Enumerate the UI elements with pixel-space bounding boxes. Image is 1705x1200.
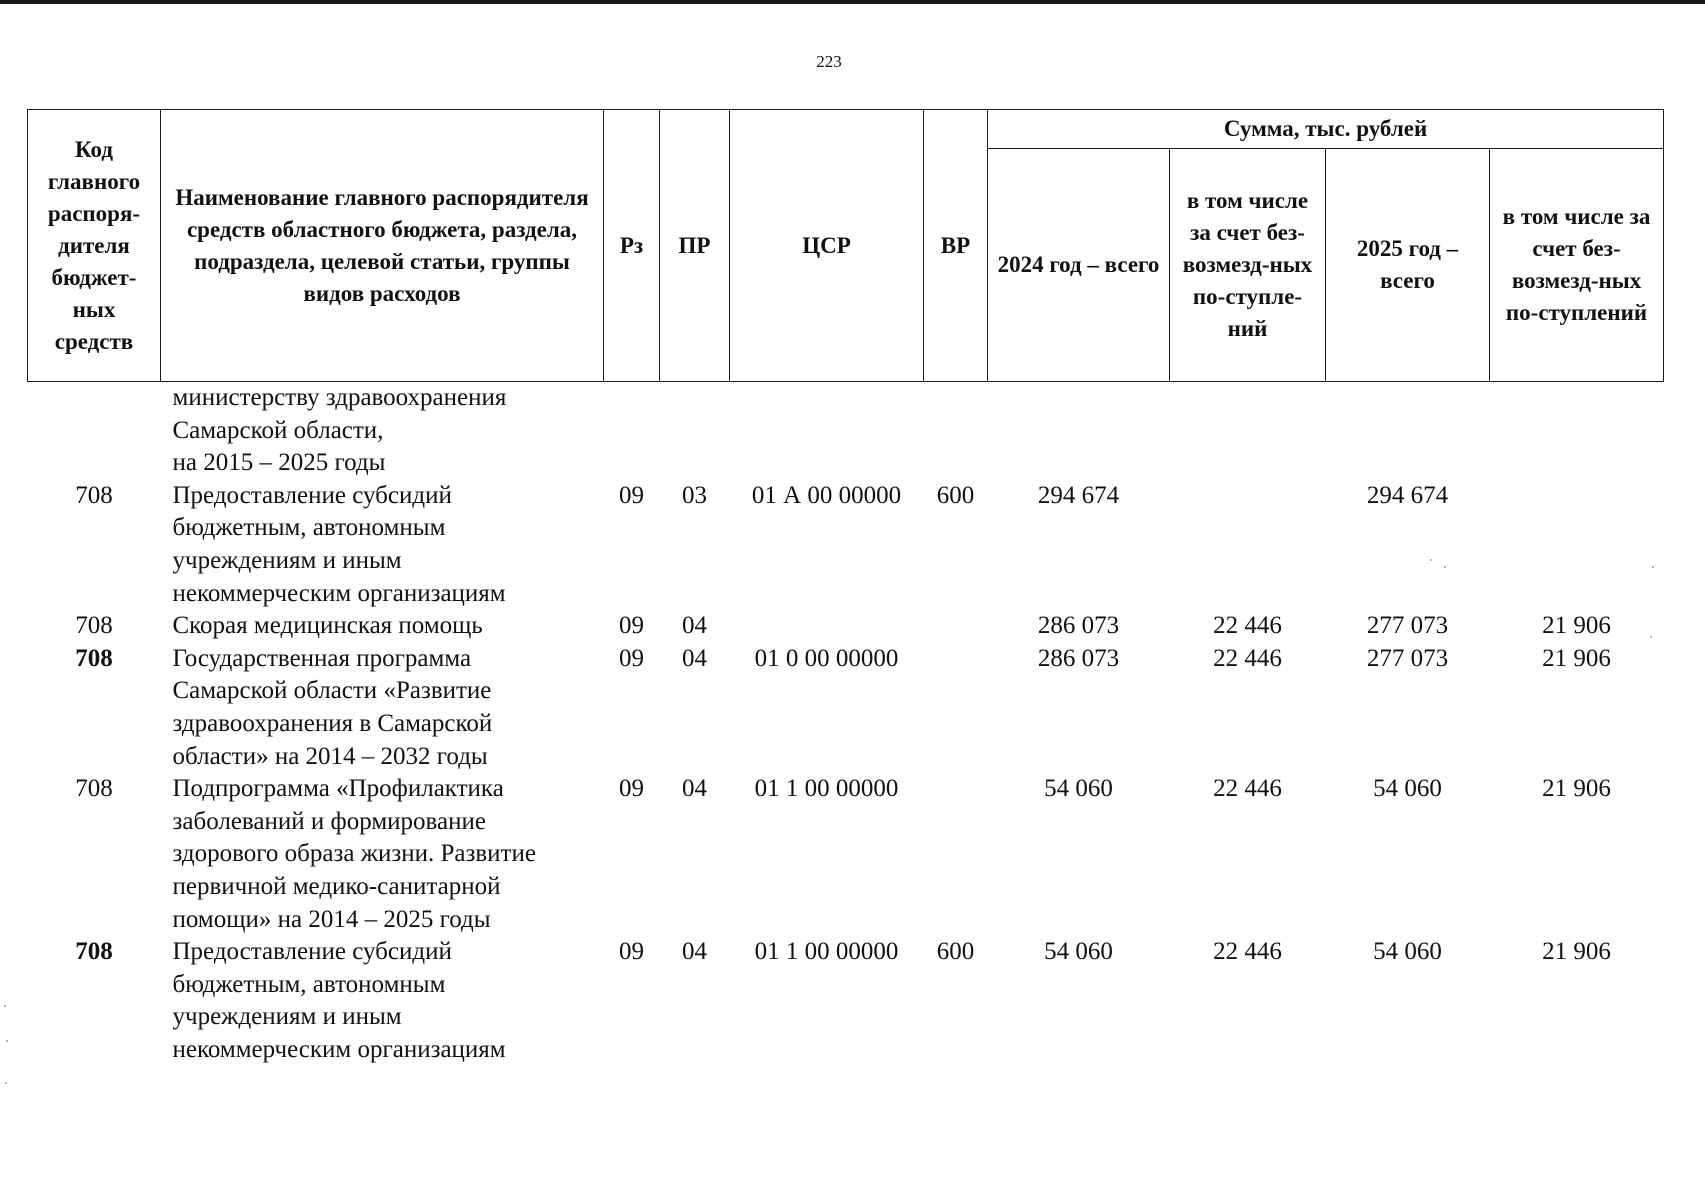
page-number: 223 xyxy=(816,52,842,71)
cell-2024-total xyxy=(988,382,1170,480)
cell-csr xyxy=(730,382,924,480)
cell-2024-total: 286 073 xyxy=(1037,612,1120,640)
budget-table xyxy=(27,109,1664,1066)
cell-2024-gratuitous: 22 446 xyxy=(1213,775,1282,803)
header-code: Код главного распоря-дителя бюджет-ных средств xyxy=(28,110,161,382)
scan-speck xyxy=(5,1082,7,1084)
cell-vr xyxy=(924,643,988,773)
cell-pr: 04 xyxy=(682,644,707,672)
scan-speck xyxy=(4,1005,6,1007)
cell-vr xyxy=(924,773,988,936)
header-csr: ЦСР xyxy=(730,110,924,382)
header-2024-total: 2024 год – всего xyxy=(988,149,1170,382)
header-2024-gratuitous: в том числе за счет без-возмезд-ных по-ступле-ний xyxy=(1170,149,1326,382)
table-row xyxy=(28,773,1664,936)
cell-name: Государственная программа Самарской области «Развитие здравоохранения в Самарской области» на 2014 – 2032 годы xyxy=(172,644,493,770)
cell-2024-gratuitous xyxy=(1170,382,1326,480)
scan-speck xyxy=(1652,566,1654,568)
scan-speck xyxy=(1650,636,1652,638)
cell-name: Предоставление субсидий бюджетным, автономным учреждениям и иным некоммерческим организациям xyxy=(172,481,506,607)
cell-code: 708 xyxy=(75,644,113,672)
cell-csr: 01 1 00 00000 xyxy=(754,775,899,803)
cell-rz: 09 xyxy=(619,938,644,966)
header-vr: ВР xyxy=(924,110,988,382)
table-body xyxy=(28,382,1664,1067)
cell-name: Подпрограмма «Профилактика заболеваний и формирование здорового образа жизни. Развитие первичной медико-санитарной помощи» на 2014 – 2025 годы xyxy=(172,775,536,933)
header-rz: Рз xyxy=(604,110,660,382)
cell-pr: 04 xyxy=(682,938,707,966)
cell-2024-gratuitous xyxy=(1170,480,1326,610)
cell-vr: 600 xyxy=(936,938,975,966)
cell-vr xyxy=(924,382,988,480)
scan-speck xyxy=(6,1040,8,1042)
cell-2025-total: 54 060 xyxy=(1373,775,1442,803)
cell-2025-total: 277 073 xyxy=(1366,612,1449,640)
cell-code: 708 xyxy=(75,481,113,509)
cell-code: 708 xyxy=(75,612,113,640)
cell-2024-total: 294 674 xyxy=(1037,481,1120,509)
header-2025-total: 2025 год – всего xyxy=(1326,149,1490,382)
cell-name: министерству здравоохранения Самарской области, на 2015 – 2025 годы xyxy=(172,384,507,477)
cell-pr xyxy=(660,382,730,480)
cell-2024-total: 54 060 xyxy=(1044,775,1113,803)
cell-rz: 09 xyxy=(619,612,644,640)
cell-rz: 09 xyxy=(619,775,644,803)
table-row xyxy=(28,382,1664,480)
cell-code: 708 xyxy=(75,775,113,803)
cell-2025-gratuitous: 21 906 xyxy=(1542,938,1611,966)
scan-speck xyxy=(1444,566,1446,568)
header-sum-group: Сумма, тыс. рублей xyxy=(988,110,1664,149)
header-pr: ПР xyxy=(660,110,730,382)
cell-2025-total: 277 073 xyxy=(1366,644,1449,672)
cell-2025-total xyxy=(1326,382,1490,480)
cell-rz xyxy=(604,382,660,480)
cell-2024-total: 286 073 xyxy=(1037,644,1120,672)
cell-csr: 01 1 00 00000 xyxy=(754,938,899,966)
cell-2025-gratuitous: 21 906 xyxy=(1542,644,1611,672)
cell-csr: 01 А 00 00000 xyxy=(751,481,902,509)
cell-rz: 09 xyxy=(619,644,644,672)
cell-2024-gratuitous: 22 446 xyxy=(1213,938,1282,966)
cell-pr: 04 xyxy=(682,775,707,803)
cell-2025-gratuitous: 21 906 xyxy=(1542,612,1611,640)
cell-code: 708 xyxy=(75,938,113,966)
cell-2025-gratuitous: 21 906 xyxy=(1542,775,1611,803)
header-2025-gratuitous: в том числе за счет без-возмезд-ных по-ступлений xyxy=(1490,149,1664,382)
cell-2025-total: 294 674 xyxy=(1366,481,1449,509)
table-header xyxy=(28,110,1664,382)
header-name: Наименование главного распорядителя средств областного бюджета, раздела, подраздела, целевой статьи, группы видов расходов xyxy=(161,110,604,382)
cell-vr: 600 xyxy=(936,481,975,509)
top-page-rule xyxy=(0,0,1705,4)
table-row xyxy=(28,480,1664,610)
cell-code xyxy=(28,382,161,480)
cell-pr: 03 xyxy=(682,481,707,509)
cell-name: Предоставление субсидий бюджетным, автономным учреждениям и иным некоммерческим организациям xyxy=(172,938,506,1063)
table-row xyxy=(28,610,1664,643)
cell-csr xyxy=(730,610,924,643)
cell-2024-gratuitous: 22 446 xyxy=(1213,612,1282,640)
scan-speck xyxy=(1430,559,1432,561)
cell-csr: 01 0 00 00000 xyxy=(754,644,899,672)
cell-vr xyxy=(924,610,988,643)
table-row xyxy=(28,936,1664,1066)
cell-2024-gratuitous: 22 446 xyxy=(1213,644,1282,672)
cell-name: Скорая медицинская помощь xyxy=(172,612,483,640)
cell-2025-gratuitous xyxy=(1490,382,1664,480)
cell-rz: 09 xyxy=(619,481,644,509)
cell-2025-gratuitous xyxy=(1490,480,1664,610)
cell-pr: 04 xyxy=(682,612,707,640)
table-row xyxy=(28,643,1664,773)
cell-2024-total: 54 060 xyxy=(1044,938,1113,966)
cell-2025-total: 54 060 xyxy=(1373,938,1442,966)
